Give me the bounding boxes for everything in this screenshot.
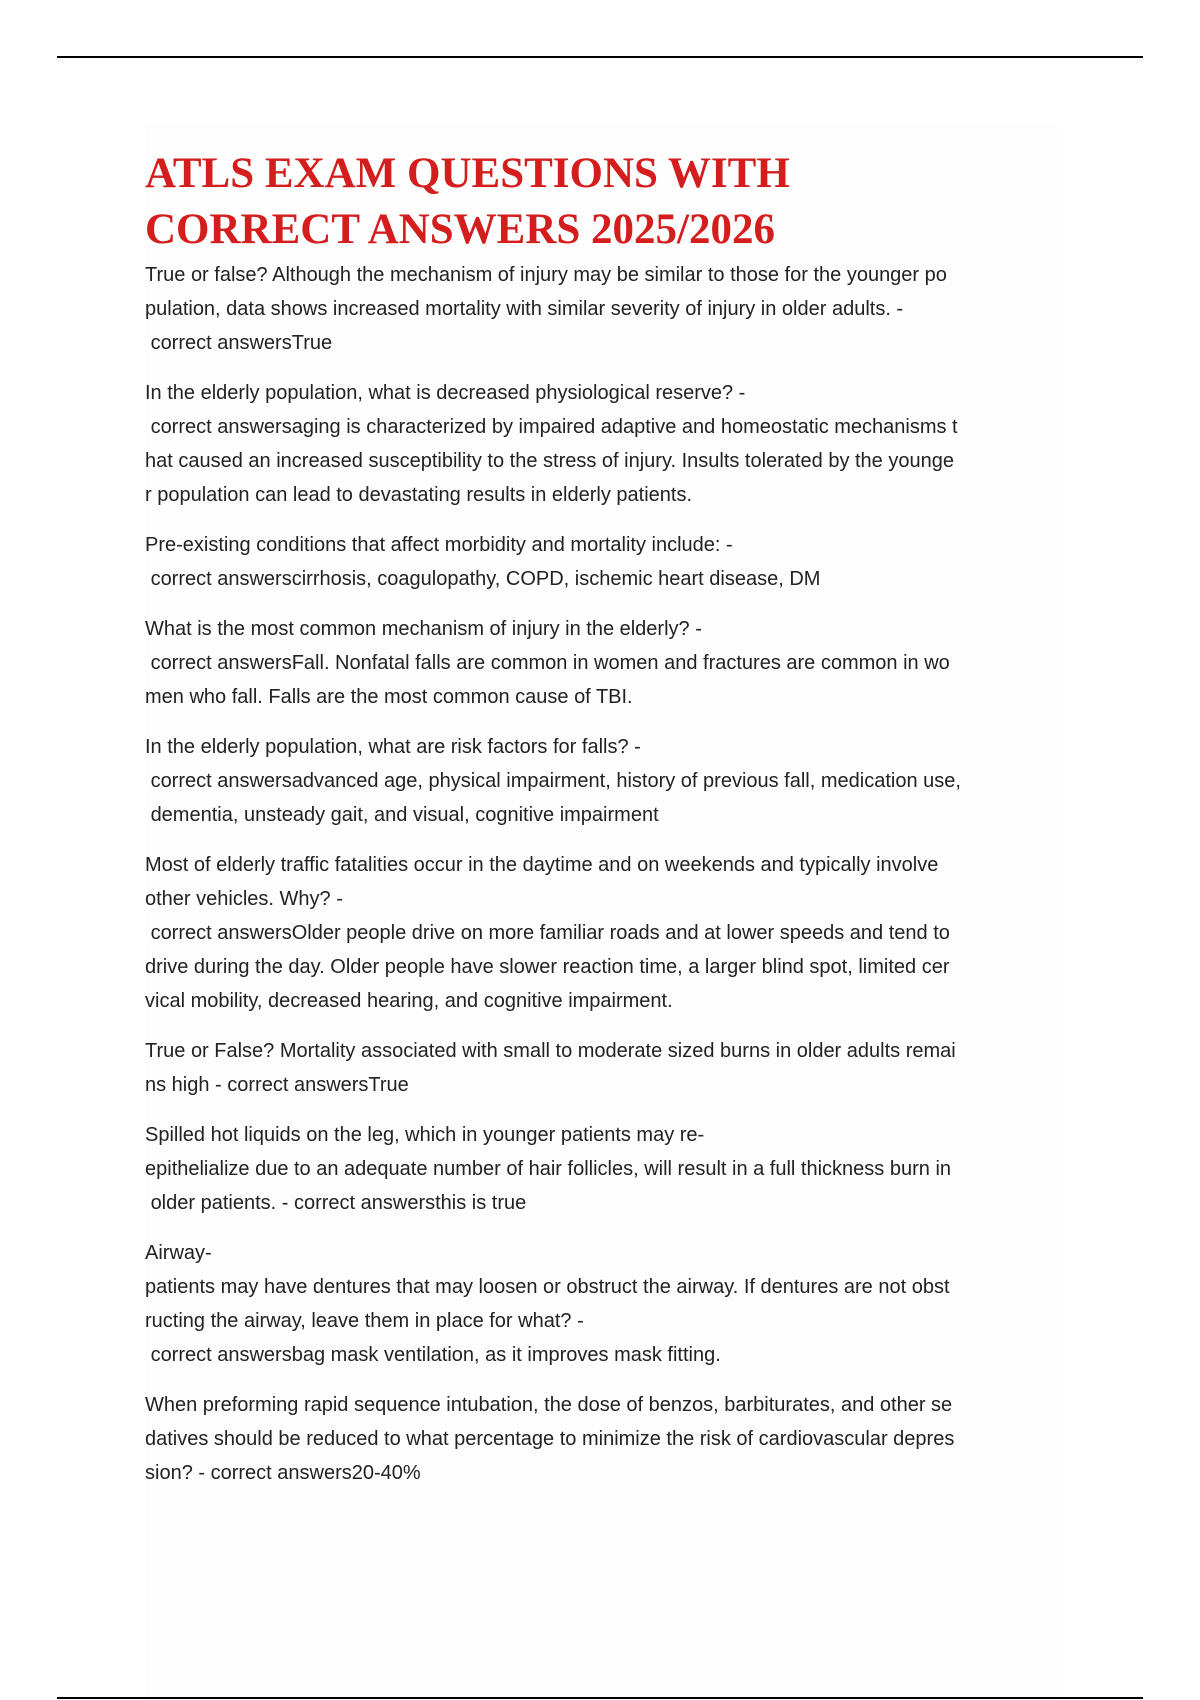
- text-line: epithelialize due to an adequate number of hair follicles, will result in a full thickness burn in: [145, 1158, 952, 1180]
- text-line: In the elderly population, what is decreased physiological reserve? -: [145, 382, 746, 404]
- text-line: ructing the airway, leave them in place for what? -: [145, 1310, 584, 1332]
- qa-entry: [145, 528, 1057, 596]
- text-line: correct answersOlder people drive on more familiar roads and at lower speeds and tend to: [145, 922, 950, 944]
- qa-entry: [145, 258, 1057, 360]
- title-line: ATLS EXAM QUESTIONS WITH: [145, 150, 790, 197]
- text-line: When preforming rapid sequence intubation, the dose of benzos, barbiturates, and other se: [145, 1394, 953, 1416]
- text-line: dementia, unsteady gait, and visual, cognitive impairment: [145, 804, 659, 826]
- text-line: older patients. - correct answersthis is true: [145, 1192, 527, 1214]
- text-line: Pre-existing conditions that affect morbidity and mortality include: -: [145, 534, 733, 556]
- qa-entry: [145, 1034, 1057, 1102]
- text-line: men who fall. Falls are the most common cause of TBI.: [145, 686, 633, 708]
- qa-entry: [145, 1236, 1057, 1372]
- text-line: correct answersaging is characterized by impaired adaptive and homeostatic mechanisms t: [145, 416, 958, 438]
- text-line: datives should be reduced to what percentage to minimize the risk of cardiovascular depres: [145, 1428, 955, 1450]
- text-line: True or False? Mortality associated with small to moderate sized burns in older adults remai: [145, 1040, 956, 1062]
- text-line: In the elderly population, what are risk factors for falls? -: [145, 736, 641, 758]
- text-line: pulation, data shows increased mortality with similar severity of injury in older adults. -: [145, 298, 904, 320]
- text-line: What is the most common mechanism of injury in the elderly? -: [145, 618, 702, 640]
- document-title: [145, 146, 1057, 258]
- qa-entry: [145, 848, 1057, 1018]
- text-line: ns high - correct answersTrue: [145, 1074, 409, 1096]
- qa-entry: [145, 1388, 1057, 1490]
- qa-entry: [145, 1118, 1057, 1220]
- top-rule: [57, 56, 1143, 58]
- text-line: sion? - correct answers20-40%: [145, 1462, 421, 1484]
- qa-entry: [145, 376, 1057, 512]
- text-line: vical mobility, decreased hearing, and cognitive impairment.: [145, 990, 673, 1012]
- title-line: CORRECT ANSWERS 2025/2026: [145, 206, 775, 253]
- text-line: Most of elderly traffic fatalities occur in the daytime and on weekends and typically involve: [145, 854, 939, 876]
- qa-entry: [145, 612, 1057, 714]
- text-line: Airway-: [145, 1242, 212, 1264]
- text-line: Spilled hot liquids on the leg, which in younger patients may re-: [145, 1124, 705, 1146]
- text-line: patients may have dentures that may loosen or obstruct the airway. If dentures are not obst: [145, 1276, 950, 1298]
- text-line: correct answersTrue: [145, 332, 333, 354]
- text-line: correct answersFall. Nonfatal falls are common in women and fractures are common in wo: [145, 652, 950, 674]
- text-line: correct answersadvanced age, physical impairment, history of previous fall, medication use,: [145, 770, 961, 792]
- bottom-rule: [57, 1697, 1143, 1699]
- text-line: drive during the day. Older people have slower reaction time, a larger blind spot, limited cer: [145, 956, 950, 978]
- text-line: True or false? Although the mechanism of injury may be similar to those for the younger po: [145, 264, 947, 286]
- qa-entry: [145, 730, 1057, 832]
- text-line: r population can lead to devastating results in elderly patients.: [145, 484, 693, 506]
- text-line: hat caused an increased susceptibility to the stress of injury. Insults tolerated by the younge: [145, 450, 954, 472]
- document-page: [145, 146, 1057, 1506]
- text-line: correct answersbag mask ventilation, as it improves mask fitting.: [145, 1344, 721, 1366]
- text-line: correct answerscirrhosis, coagulopathy, COPD, ischemic heart disease, DM: [145, 568, 821, 590]
- text-line: other vehicles. Why? -: [145, 888, 343, 910]
